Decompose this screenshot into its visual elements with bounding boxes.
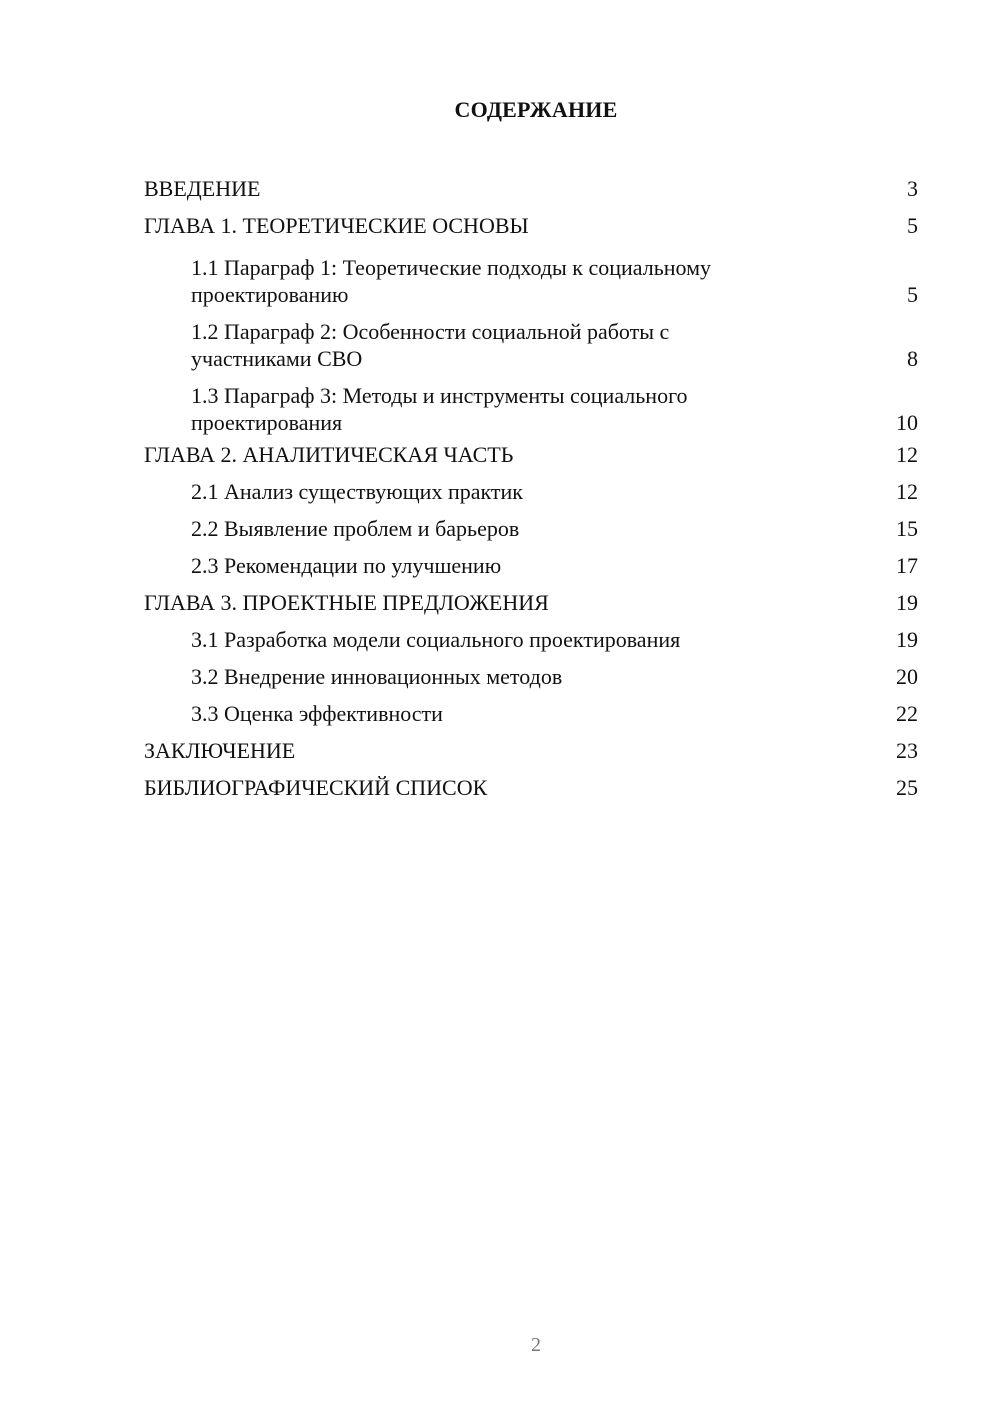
toc-entry-bibliography[interactable] [144, 769, 918, 806]
toc-entry-page: 12 [896, 442, 918, 467]
toc-entry-label: 1.3 Параграф 3: Методы и инструменты социального проектирования [191, 383, 688, 435]
toc-entry-page: 5 [907, 282, 918, 307]
toc-title: СОДЕРЖАНИЕ [454, 97, 618, 122]
toc-entry-label: 3.3 Оценка эффективности [191, 701, 443, 726]
toc-entry-label: 2.2 Выявление проблем и барьеров [191, 516, 520, 541]
toc-entry-page: 19 [896, 590, 918, 615]
toc-entry-section-3-3[interactable] [144, 695, 918, 732]
toc-entry-page: 8 [907, 346, 918, 371]
toc-entry-section-2-1[interactable] [144, 473, 918, 510]
toc-entry-page: 23 [896, 738, 918, 763]
toc-entry-chapter-2[interactable] [144, 436, 918, 473]
toc-entry-label: ЗАКЛЮЧЕНИЕ [144, 738, 296, 763]
toc-entry-introduction[interactable] [144, 170, 918, 207]
toc-entry-label: ГЛАВА 1. ТЕОРЕТИЧЕСКИЕ ОСНОВЫ [144, 213, 529, 238]
toc-entry-page: 15 [896, 516, 918, 541]
toc-entry-page: 22 [896, 701, 918, 726]
toc-entry-chapter-3[interactable] [144, 584, 918, 621]
toc-entry-page: 17 [896, 553, 918, 578]
toc-entry-page: 25 [896, 775, 918, 800]
toc-entry-section-2-3[interactable] [144, 547, 918, 584]
toc-entry-label: 2.3 Рекомендации по улучшению [191, 553, 502, 578]
toc-entry-page: 12 [896, 479, 918, 504]
toc-entry-label: 3.2 Внедрение инновационных методов [191, 664, 563, 689]
toc-entry-label: ГЛАВА 2. АНАЛИТИЧЕСКАЯ ЧАСТЬ [144, 442, 514, 467]
toc-entry-label: 2.1 Анализ существующих практик [191, 479, 523, 504]
toc-entry-label: 3.1 Разработка модели социального проектирования [191, 627, 681, 652]
toc-entry-label: ГЛАВА 3. ПРОЕКТНЫЕ ПРЕДЛОЖЕНИЯ [144, 590, 549, 615]
toc-entry-label: БИБЛИОГРАФИЧЕСКИЙ СПИСОК [144, 775, 488, 800]
toc-entry-section-1-1[interactable] [144, 244, 918, 308]
toc-entry-page: 19 [896, 627, 918, 652]
toc-entry-label: 1.1 Параграф 1: Теоретические подходы к социальному проектированию [191, 255, 712, 307]
toc-entry-chapter-1[interactable] [144, 207, 918, 244]
page-number: 2 [531, 1334, 541, 1356]
toc-entry-section-1-2[interactable] [144, 308, 918, 372]
toc-entry-page: 5 [907, 213, 918, 238]
toc-entry-section-2-2[interactable] [144, 510, 918, 547]
toc-entry-section-3-1[interactable] [144, 621, 918, 658]
toc-entry-page: 3 [907, 176, 918, 201]
toc-entry-label: 1.2 Параграф 2: Особенности социальной работы с участниками СВО [191, 319, 670, 371]
toc-entry-page: 20 [896, 664, 918, 689]
table-of-contents [144, 170, 918, 806]
toc-entry-page: 10 [896, 410, 918, 435]
toc-entry-conclusion[interactable] [144, 732, 918, 769]
toc-entry-label: ВВЕДЕНИЕ [144, 176, 261, 201]
toc-entry-section-1-3[interactable] [144, 372, 918, 436]
toc-entry-section-3-2[interactable] [144, 658, 918, 695]
